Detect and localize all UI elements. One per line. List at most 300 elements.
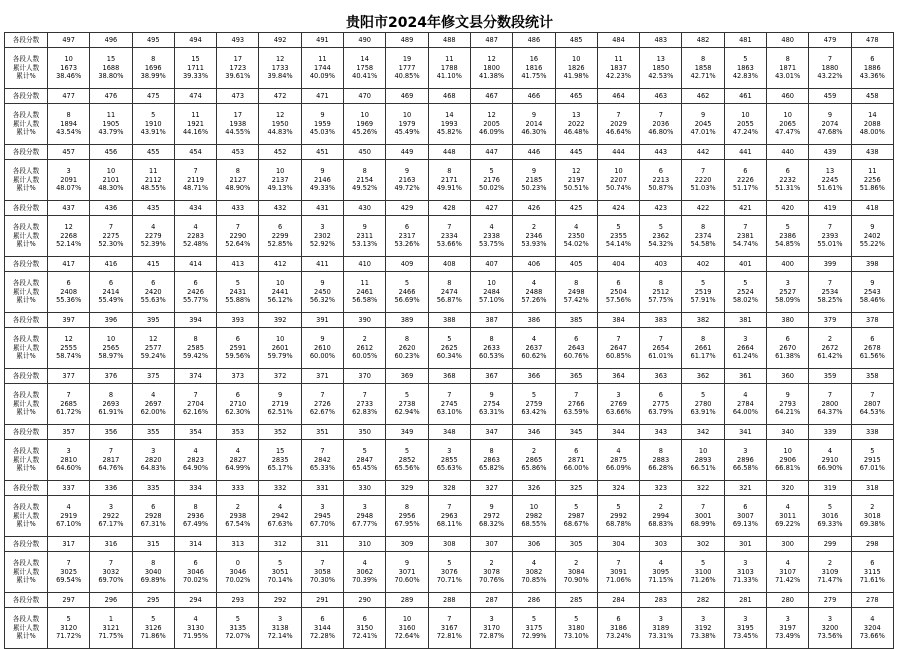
cumulative-value: 2146 [314, 175, 331, 184]
cumulative-value: 2625 [440, 343, 458, 352]
percent-value: 39.33% [182, 72, 209, 81]
score-cell: 307 [470, 537, 512, 552]
cumulative-value: 2910 [821, 455, 839, 464]
detail-cell [259, 48, 301, 89]
percent-value: 53.75% [479, 240, 505, 249]
score-cell: 455 [132, 145, 174, 160]
cumulative-value: 2355 [610, 231, 627, 240]
cumulative-value: 3046 [187, 567, 204, 576]
percent-value: 69.89% [140, 576, 166, 585]
count-value: 9 [362, 223, 367, 232]
cumulative-value: 1723 [229, 63, 247, 72]
percent-value: 52.30% [98, 240, 124, 249]
score-cell: 415 [132, 257, 174, 272]
score-cell: 459 [809, 89, 851, 104]
row-label-pct: 累计% [16, 464, 36, 473]
detail-cell [217, 272, 259, 313]
cumulative-value: 1969 [356, 119, 374, 128]
count-value: 4 [658, 559, 663, 568]
cumulative-value: 2733 [356, 399, 374, 408]
count-value: 5 [362, 447, 367, 456]
score-cell: 294 [174, 593, 216, 608]
cumulative-value: 2362 [652, 231, 670, 240]
percent-value: 59.24% [140, 352, 166, 361]
cumulative-value: 2817 [102, 455, 120, 464]
score-cell: 403 [640, 257, 682, 272]
detail-cell [174, 272, 216, 313]
cumulative-value: 2402 [863, 231, 881, 240]
cumulative-value: 3082 [525, 567, 543, 576]
cumulative-value: 2176 [483, 175, 500, 184]
count-value: 4 [278, 503, 283, 512]
percent-value: 49.52% [352, 184, 378, 193]
count-value: 2 [489, 559, 494, 568]
row-label-pct: 累计% [16, 520, 36, 529]
cumulative-value: 2299 [271, 231, 289, 240]
score-row-label: 各段分数 [5, 425, 48, 440]
detail-cell [344, 160, 386, 201]
cumulative-value: 2350 [567, 231, 585, 240]
percent-value: 64.90% [182, 464, 209, 473]
cumulative-value: 1826 [567, 63, 585, 72]
percent-value: 52.64% [225, 240, 251, 249]
score-cell: 334 [174, 481, 216, 496]
detail-cell [386, 216, 428, 257]
detail-cell [767, 552, 809, 593]
percent-value: 38.99% [140, 72, 166, 81]
percent-value: 64.83% [140, 464, 166, 473]
cumulative-value: 2512 [652, 287, 670, 296]
score-cell: 339 [809, 425, 851, 440]
row-label-cum: 累计人数 [12, 511, 40, 520]
count-value: 3 [785, 279, 790, 288]
count-value: 3 [151, 447, 156, 456]
detail-cell [344, 104, 386, 145]
cumulative-value: 2670 [779, 343, 797, 352]
count-value: 12 [275, 55, 285, 64]
score-cell: 368 [428, 369, 470, 384]
percent-value: 73.38% [690, 632, 716, 641]
score-cell: 430 [344, 201, 386, 216]
percent-value: 49.72% [394, 184, 420, 193]
cumulative-value: 2963 [440, 511, 458, 520]
percent-value: 69.33% [817, 520, 843, 529]
percent-value: 57.10% [479, 296, 505, 305]
score-cell: 421 [724, 201, 766, 216]
cumulative-value: 1688 [102, 63, 120, 72]
detail-cell [513, 496, 555, 537]
percent-value: 52.14% [56, 240, 82, 249]
detail-cell [513, 160, 555, 201]
detail-cell [132, 552, 174, 593]
count-value: 7 [870, 391, 875, 400]
percent-value: 61.42% [817, 352, 843, 361]
score-cell: 440 [767, 145, 809, 160]
percent-value: 43.22% [817, 72, 843, 81]
count-value: 7 [447, 223, 452, 232]
score-cell: 319 [809, 481, 851, 496]
cumulative-value: 3058 [314, 567, 331, 576]
percent-value: 44.55% [225, 128, 251, 137]
detail-cell [217, 496, 259, 537]
cumulative-value: 3200 [821, 623, 839, 632]
percent-value: 52.39% [140, 240, 166, 249]
cumulative-value: 3095 [652, 567, 670, 576]
detail-cell [90, 328, 132, 369]
detail-cell [217, 160, 259, 201]
cumulative-value: 3180 [567, 623, 585, 632]
score-cell: 442 [682, 145, 724, 160]
cumulative-value: 2127 [229, 175, 247, 184]
detail-cell [767, 48, 809, 89]
score-row [5, 33, 894, 48]
percent-value: 72.07% [225, 632, 251, 641]
score-cell: 457 [48, 145, 90, 160]
detail-cell [386, 384, 428, 425]
percent-value: 70.90% [563, 576, 589, 585]
percent-value: 62.00% [140, 408, 166, 417]
cumulative-value: 2484 [483, 287, 500, 296]
percent-value: 50.23% [521, 184, 547, 193]
count-value: 6 [574, 335, 579, 344]
score-cell: 478 [851, 33, 893, 48]
score-cell: 441 [724, 145, 766, 160]
count-value: 4 [151, 223, 156, 232]
percent-value: 67.01% [859, 464, 885, 473]
percent-value: 66.58% [732, 464, 758, 473]
cumulative-value: 2524 [737, 287, 754, 296]
score-cell: 349 [386, 425, 428, 440]
row-label-cum: 累计人数 [12, 231, 40, 240]
score-cell: 335 [132, 481, 174, 496]
cumulative-value: 2759 [525, 399, 543, 408]
score-cell: 477 [48, 89, 90, 104]
cumulative-value: 2256 [863, 175, 881, 184]
cumulative-value: 2810 [60, 455, 78, 464]
score-cell: 466 [513, 89, 555, 104]
cumulative-value: 2766 [567, 399, 585, 408]
score-cell: 497 [48, 33, 90, 48]
detail-cell [132, 328, 174, 369]
percent-value: 49.33% [309, 184, 335, 193]
score-cell: 406 [513, 257, 555, 272]
score-row [5, 89, 894, 104]
count-value: 2 [827, 335, 833, 344]
count-value: 11 [106, 111, 116, 120]
percent-value: 72.87% [479, 632, 505, 641]
cumulative-value: 1950 [271, 119, 289, 128]
detail-cell [428, 384, 470, 425]
detail-cell [217, 216, 259, 257]
detail-cell [386, 48, 428, 89]
count-value: 3 [701, 615, 706, 624]
percent-value: 67.54% [225, 520, 251, 529]
row-label-pct: 累计% [16, 128, 36, 137]
count-value: 9 [489, 503, 494, 512]
cumulative-value: 1863 [737, 63, 754, 72]
cumulative-value: 2498 [567, 287, 585, 296]
row-label-pct: 累计% [16, 296, 36, 305]
count-value: 7 [447, 503, 452, 512]
detail-cell [724, 216, 766, 257]
percent-value: 60.76% [563, 352, 589, 361]
score-cell: 328 [428, 481, 470, 496]
count-value: 12 [487, 111, 496, 120]
percent-value: 68.55% [521, 520, 547, 529]
count-value: 12 [64, 223, 73, 232]
cumulative-value: 2738 [398, 399, 416, 408]
count-value: 11 [614, 55, 623, 64]
detail-cell [132, 384, 174, 425]
detail-cell [470, 160, 512, 201]
percent-value: 71.75% [98, 632, 124, 641]
percent-value: 65.33% [309, 464, 335, 473]
cumulative-value: 1921 [187, 119, 204, 128]
cumulative-value: 2317 [398, 231, 416, 240]
cumulative-value: 2847 [356, 455, 374, 464]
count-value: 7 [827, 223, 833, 232]
detail-cell [174, 216, 216, 257]
count-value: 7 [320, 391, 325, 400]
detail-cell [174, 552, 216, 593]
detail-row-labels [5, 608, 48, 649]
count-value: 6 [151, 503, 156, 512]
detail-cell [555, 104, 597, 145]
cumulative-value: 1777 [398, 63, 416, 72]
score-cell: 479 [809, 33, 851, 48]
score-row [5, 481, 894, 496]
detail-cell [386, 328, 428, 369]
percent-value: 44.83% [267, 128, 293, 137]
detail-cell [555, 496, 597, 537]
percent-value: 43.01% [775, 72, 801, 81]
percent-value: 45.03% [309, 128, 335, 137]
percent-value: 57.56% [605, 296, 632, 305]
detail-cell [428, 48, 470, 89]
cumulative-value: 2275 [102, 231, 120, 240]
row-label-count: 各段人数 [12, 559, 40, 568]
cumulative-value: 2994 [652, 511, 670, 520]
detail-cell [48, 440, 90, 481]
percent-value: 71.95% [182, 632, 209, 641]
percent-value: 73.56% [817, 632, 843, 641]
cumulative-value: 2268 [60, 231, 78, 240]
detail-cell [132, 272, 174, 313]
score-cell: 390 [344, 313, 386, 328]
percent-value: 62.16% [182, 408, 209, 417]
count-value: 4 [193, 223, 198, 232]
percent-value: 55.22% [859, 240, 885, 249]
score-cell: 338 [851, 425, 893, 440]
detail-cell [301, 160, 343, 201]
detail-cell [344, 608, 386, 649]
count-value: 3 [658, 615, 663, 624]
cumulative-value: 2374 [694, 231, 712, 240]
count-value: 4 [827, 447, 833, 456]
count-value: 5 [447, 559, 452, 568]
percent-value: 53.66% [436, 240, 462, 249]
count-value: 6 [616, 615, 621, 624]
percent-value: 72.14% [267, 632, 293, 641]
cumulative-value: 2290 [229, 231, 247, 240]
count-value: 6 [66, 279, 71, 288]
count-value: 8 [701, 223, 706, 232]
percent-value: 52.85% [267, 240, 293, 249]
detail-cell [640, 272, 682, 313]
percent-value: 73.24% [605, 632, 632, 641]
cumulative-value: 2461 [356, 287, 374, 296]
percent-value: 66.51% [690, 464, 716, 473]
detail-cell [555, 608, 597, 649]
detail-cell [48, 216, 90, 257]
percent-value: 72.64% [394, 632, 420, 641]
detail-cell [90, 272, 132, 313]
detail-cell [386, 272, 428, 313]
percent-value: 48.30% [98, 184, 124, 193]
detail-cell [344, 496, 386, 537]
percent-value: 60.00% [309, 352, 335, 361]
count-value: 3 [743, 615, 748, 624]
detail-cell [555, 216, 597, 257]
count-value: 5 [447, 335, 452, 344]
row-label-count: 各段人数 [12, 279, 40, 288]
score-cell: 280 [767, 593, 809, 608]
cumulative-value: 1979 [398, 119, 416, 128]
count-value: 4 [489, 223, 494, 232]
count-value: 7 [658, 335, 663, 344]
score-cell: 443 [640, 145, 682, 160]
count-value: 9 [701, 111, 706, 120]
score-cell: 488 [428, 33, 470, 48]
score-cell: 347 [470, 425, 512, 440]
score-cell: 301 [724, 537, 766, 552]
count-value: 3 [743, 335, 748, 344]
detail-cell [470, 272, 512, 313]
percent-value: 70.30% [309, 576, 335, 585]
cumulative-value: 1858 [694, 63, 712, 72]
score-cell: 343 [640, 425, 682, 440]
score-cell: 304 [597, 537, 639, 552]
count-value: 7 [66, 559, 71, 568]
score-cell: 363 [640, 369, 682, 384]
count-value: 11 [360, 279, 369, 288]
cumulative-value: 2197 [567, 175, 585, 184]
cumulative-value: 3103 [737, 567, 754, 576]
score-cell: 418 [851, 201, 893, 216]
detail-row [5, 552, 894, 593]
count-value: 8 [193, 335, 198, 344]
cumulative-value: 3170 [483, 623, 500, 632]
detail-cell [640, 384, 682, 425]
count-value: 7 [827, 55, 833, 64]
cumulative-value: 2601 [271, 343, 289, 352]
score-cell: 293 [217, 593, 259, 608]
percent-value: 63.31% [479, 408, 505, 417]
score-cell: 449 [386, 145, 428, 160]
percent-value: 61.56% [859, 352, 885, 361]
score-cell: 371 [301, 369, 343, 384]
score-cell: 384 [597, 313, 639, 328]
cumulative-value: 3109 [821, 567, 839, 576]
score-cell: 372 [259, 369, 301, 384]
score-cell: 290 [344, 593, 386, 608]
percent-value: 70.71% [436, 576, 462, 585]
cumulative-value: 2408 [60, 287, 78, 296]
count-value: 4 [531, 559, 537, 568]
detail-cell [386, 608, 428, 649]
count-value: 12 [275, 111, 285, 120]
score-cell: 448 [428, 145, 470, 160]
count-value: 10 [529, 503, 539, 512]
cumulative-value: 2591 [229, 343, 247, 352]
detail-cell [640, 608, 682, 649]
count-value: 3 [66, 447, 71, 456]
cumulative-value: 3130 [187, 623, 204, 632]
detail-cell [809, 440, 851, 481]
percent-value: 72.41% [352, 632, 378, 641]
detail-cell [344, 384, 386, 425]
cumulative-value: 1733 [271, 63, 289, 72]
score-cell: 487 [470, 33, 512, 48]
cumulative-value: 2154 [356, 175, 374, 184]
detail-cell [724, 496, 766, 537]
count-value: 7 [362, 391, 367, 400]
cumulative-value: 2942 [271, 511, 289, 520]
score-cell: 410 [344, 257, 386, 272]
score-cell: 288 [428, 593, 470, 608]
cumulative-value: 1959 [314, 119, 331, 128]
percent-value: 68.99% [690, 520, 716, 529]
count-value: 6 [785, 335, 790, 344]
detail-cell [767, 104, 809, 145]
cumulative-value: 2420 [144, 287, 162, 296]
cumulative-value: 2088 [863, 119, 881, 128]
cumulative-value: 2875 [610, 455, 627, 464]
detail-cell [90, 440, 132, 481]
detail-cell [851, 328, 893, 369]
count-value: 9 [320, 111, 325, 120]
score-cell: 359 [809, 369, 851, 384]
score-cell: 340 [767, 425, 809, 440]
percent-value: 65.45% [352, 464, 378, 473]
count-value: 8 [404, 335, 410, 344]
cumulative-value: 2045 [694, 119, 712, 128]
percent-value: 57.75% [648, 296, 674, 305]
score-cell: 408 [428, 257, 470, 272]
detail-row-labels [5, 48, 48, 89]
percent-value: 43.79% [98, 128, 124, 137]
detail-cell [767, 216, 809, 257]
count-value: 7 [447, 391, 452, 400]
cumulative-value: 2065 [779, 119, 797, 128]
score-cell: 493 [217, 33, 259, 48]
score-row-label: 各段分数 [5, 257, 48, 272]
cumulative-value: 2754 [483, 399, 500, 408]
cumulative-value: 3001 [694, 511, 712, 520]
count-value: 7 [66, 391, 71, 400]
percent-value: 58.09% [775, 296, 801, 305]
percent-value: 61.91% [98, 408, 124, 417]
row-label-pct: 累计% [16, 632, 36, 641]
detail-row-labels [5, 496, 48, 537]
score-cell: 450 [344, 145, 386, 160]
score-cell: 297 [48, 593, 90, 608]
score-cell: 463 [640, 89, 682, 104]
cumulative-value: 2704 [187, 399, 204, 408]
score-cell: 476 [90, 89, 132, 104]
count-value: 7 [447, 615, 452, 624]
percent-value: 48.71% [182, 184, 209, 193]
